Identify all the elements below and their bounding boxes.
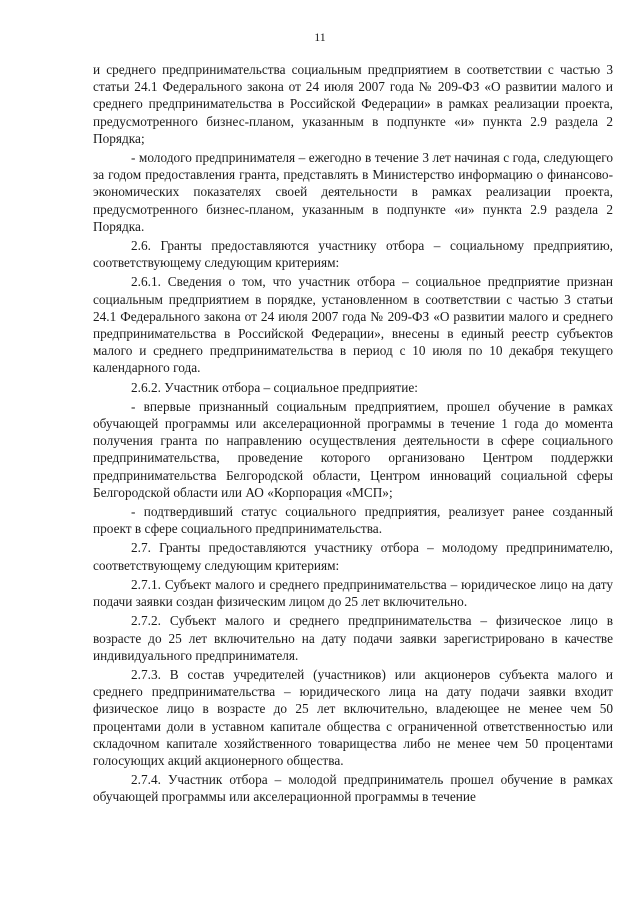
document-body (93, 61, 613, 808)
page-number: 11 (314, 30, 326, 44)
paragraph: 2.6. Гранты предоставляются участнику отбора – социальному предприятию, соответствующему следующим критериям: (93, 238, 613, 271)
paragraph: - подтвердивший статус социального предприятия, реализует ранее созданный проект в сфере социального предпринимательства. (93, 504, 613, 537)
paragraph: 2.7.1. Субъект малого и среднего предпринимательства – юридическое лицо на дату подачи заявки создан физическим лицом до 25 лет включительно. (93, 576, 613, 610)
paragraph: - молодого предпринимателя – ежегодно в течение 3 лет начиная с года, следующего за годом предоставления гранта, представлять в Министерство информацию о финансово-экономических показателях своей деятельности в рамках реализации проекта, предусмотренного бизнес-планом, указанным в подпункте «и» пункта 2.9 раздела 2 Порядка. (93, 150, 613, 234)
paragraph: 2.6.2. Участник отбора – социальное предприятие: (131, 379, 418, 395)
paragraph: 2.7.3. В состав учредителей (участников) или акционеров субъекта малого и среднего предпринимательства – юридического лица на дату подачи заявки входит физическое лицо в возрасте до 25 лет включительно, владеющее не менее чем 50 процентами доли в уставном капитале общества с ограниченной ответственностью или складочном капитале хозяйственного товарищества либо не менее чем 50 процентами голосующих акций акционерного общества. (93, 666, 613, 768)
paragraph: и среднего предпринимательства социальным предприятием в соответствии с частью 3 статьи 24.1 Федерального закона от 24 июля 2007 года № 209-ФЗ «О развитии малого и среднего предпринимательства в Российской Федерации» в рамках реализации проекта, предусмотренного бизнес-планом, указанным в подпункте «и» пункта 2.9 раздела 2 Порядка; (93, 62, 613, 146)
paragraph: - впервые признанный социальным предприятием, прошел обучение в рамках обучающей программы или акселерационной программы в течение 1 года до момента получения гранта по направлению осуществления деятельности в сфере социального предпринимательства, проведение которого организовано Центром поддержки предпринимательства Белгородской области, Центром инноваций социальной сферы Белгородской области или АО «Корпорация «МСП»; (93, 398, 613, 500)
paragraph: 2.7.2. Субъект малого и среднего предпринимательства – физическое лицо в возрасте до 25 лет включительно на дату подачи заявки зарегистрировано в качестве индивидуального предпринимателя. (93, 613, 613, 663)
paragraph: 2.7.4. Участник отбора – молодой предприниматель прошел обучение в рамках обучающей программы или акселерационной программы в течение (93, 772, 613, 805)
paragraph: 2.7. Гранты предоставляются участнику отбора – молодому предпринимателю, соответствующему следующим критериям: (93, 540, 613, 573)
paragraph: 2.6.1. Сведения о том, что участник отбора – социальное предприятие признан социальным предприятием в порядке, установленном в соответствии с частью 3 статьи 24.1 Федерального закона от 24 июля 2007 года № 209-ФЗ «О развитии малого и среднего предпринимательства в Российской Федерации», внесены в единый реестр субъектов малого и среднего предпринимательства в период с 10 июля по 10 декабря текущего календарного года. (93, 274, 613, 376)
